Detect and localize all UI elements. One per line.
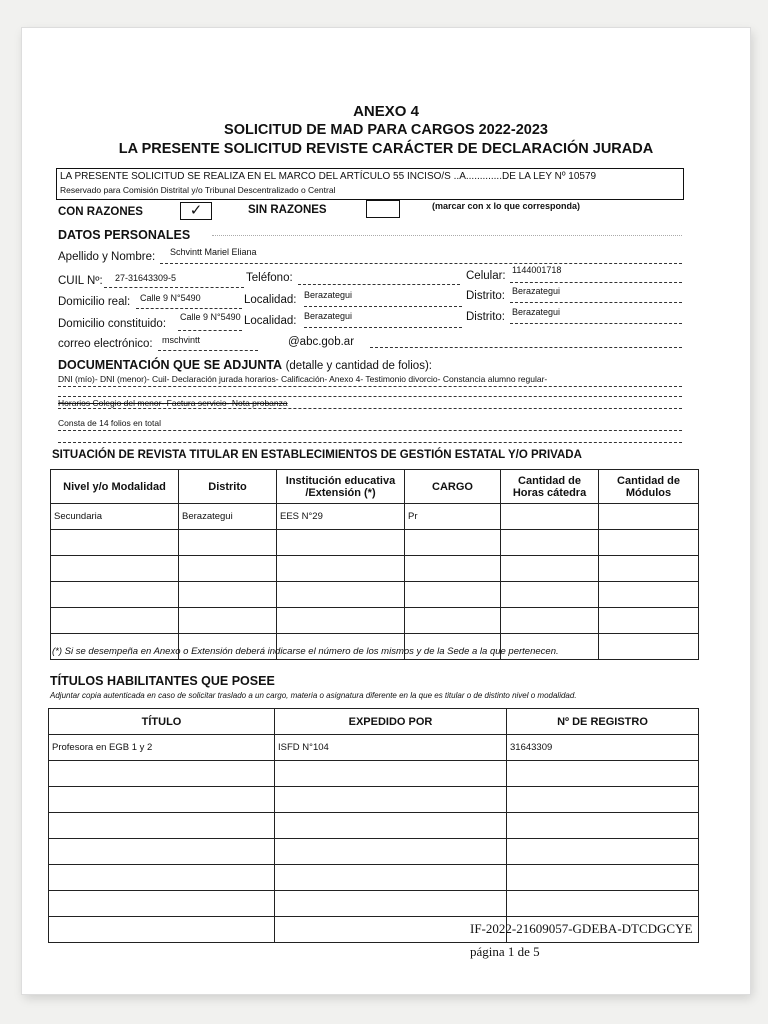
table-cell[interactable] <box>507 787 699 813</box>
table-cell[interactable]: EES N°29 <box>277 504 405 530</box>
table-cell[interactable] <box>599 582 699 608</box>
table-cell[interactable] <box>49 761 275 787</box>
email-user-value: mschvintt <box>162 335 201 345</box>
docs-rule-2 <box>58 396 682 397</box>
personal-heading: DATOS PERSONALES <box>58 228 191 242</box>
table-cell[interactable] <box>599 556 699 582</box>
table-cell[interactable] <box>275 761 507 787</box>
locality-value: Berazategui <box>304 290 353 300</box>
docs-line-3: Consta de 14 folios en total <box>58 418 162 428</box>
reserved-note: Reservado para Comisión Distrital y/o Tribunal Descentralizado o Central <box>60 185 336 195</box>
table-row <box>51 582 699 608</box>
table-cell[interactable] <box>507 891 699 917</box>
page-number: página 1 de 5 <box>470 944 540 959</box>
locality-label: Localidad: <box>244 294 297 306</box>
email-field[interactable] <box>158 350 258 351</box>
table-cell[interactable] <box>501 504 599 530</box>
table-cell[interactable] <box>405 556 501 582</box>
table-cell[interactable] <box>49 865 275 891</box>
table-cell[interactable] <box>507 865 699 891</box>
titles-note: Adjuntar copia autenticada en caso de solicitar traslado a un cargo, materia o asignatura diferente en la que es titular o de distinto nivel o modalidad. <box>50 691 577 700</box>
table-cell[interactable] <box>277 608 405 634</box>
district2-field[interactable] <box>510 323 682 324</box>
district2-label: Distrito: <box>466 311 505 323</box>
table-cell[interactable] <box>405 530 501 556</box>
docs-line-2: Horarios Colegio del menor- Factura servicio- Nota probanza <box>58 398 288 408</box>
col-distrito: Distrito <box>179 470 277 504</box>
docs-heading: DOCUMENTACIÓN QUE SE ADJUNTA <box>58 358 283 372</box>
col-registro: Nº DE REGISTRO <box>507 709 699 735</box>
table-cell[interactable] <box>51 608 179 634</box>
table-cell[interactable] <box>49 917 275 943</box>
table-cell[interactable] <box>501 530 599 556</box>
sin-razones-label: SIN RAZONES <box>248 204 327 216</box>
table-cell[interactable] <box>507 761 699 787</box>
table-row <box>49 865 699 891</box>
email-domain: @abc.gob.ar <box>288 336 355 348</box>
table-cell[interactable] <box>49 813 275 839</box>
table-cell[interactable] <box>49 787 275 813</box>
con-razones-label: CON RAZONES <box>58 206 143 218</box>
cell-label: Celular: <box>466 270 506 282</box>
locality-field[interactable] <box>304 306 462 307</box>
table-cell[interactable] <box>49 839 275 865</box>
phone-label: Teléfono: <box>246 272 293 284</box>
table-cell[interactable]: Berazategui <box>179 504 277 530</box>
table-cell[interactable] <box>275 787 507 813</box>
col-institucion: Institución educativa /Extensión (*) <box>277 470 405 504</box>
titles-heading: TÍTULOS HABILITANTES QUE POSEE <box>50 674 275 688</box>
table-cell[interactable] <box>501 556 599 582</box>
docs-rule-4 <box>58 430 682 431</box>
table-cell[interactable] <box>275 813 507 839</box>
docs-rule-5 <box>58 442 682 443</box>
table-cell[interactable] <box>51 556 179 582</box>
phone-field[interactable] <box>298 284 460 285</box>
address-label: Domicilio real: <box>58 296 131 308</box>
address-value: Calle 9 N°5490 <box>140 293 201 303</box>
table-cell[interactable] <box>501 582 599 608</box>
col-cargo: CARGO <box>405 470 501 504</box>
table-cell[interactable] <box>599 608 699 634</box>
revista-header-row <box>51 470 699 504</box>
table-cell[interactable] <box>599 530 699 556</box>
mark-note: (marcar con x lo que corresponda) <box>432 201 581 211</box>
table-row <box>51 608 699 634</box>
table-cell[interactable] <box>275 865 507 891</box>
intro-line: LA PRESENTE SOLICITUD SE REALIZA EN EL MARCO DEL ARTÍCULO 55 INCISO/S ..A.............DE LA LEY Nº 10579 <box>60 171 597 182</box>
table-cell[interactable] <box>179 608 277 634</box>
name-value: Schvintt Mariel Eliana <box>170 247 257 257</box>
cuil-field[interactable] <box>104 287 244 288</box>
table-row <box>51 556 699 582</box>
table-cell[interactable] <box>507 839 699 865</box>
col-expedido: EXPEDIDO POR <box>275 709 507 735</box>
col-horas: Cantidad de Horas cátedra <box>501 470 599 504</box>
con-razones-checkbox[interactable]: ✓ <box>180 202 212 220</box>
table-cell[interactable]: Secundaria <box>51 504 179 530</box>
table-cell[interactable] <box>507 813 699 839</box>
revista-heading: SITUACIÓN DE REVISTA TITULAR EN ESTABLECIMIENTOS DE GESTIÓN ESTATAL Y/O PRIVADA <box>52 449 582 461</box>
col-modulos: Cantidad de Módulos <box>599 470 699 504</box>
table-cell[interactable] <box>405 582 501 608</box>
table-cell[interactable] <box>179 530 277 556</box>
docs-rule-1 <box>58 386 682 387</box>
email-label: correo electrónico: <box>58 338 153 350</box>
address-field[interactable] <box>136 308 242 309</box>
docs-rule-3 <box>58 408 682 409</box>
table-cell[interactable] <box>179 582 277 608</box>
col-nivel: Nivel y/o Modalidad <box>51 470 179 504</box>
table-cell[interactable] <box>405 608 501 634</box>
table-cell[interactable] <box>501 608 599 634</box>
table-cell[interactable]: ISFD N°104 <box>275 735 507 761</box>
table-cell[interactable] <box>51 582 179 608</box>
col-titulo: TÍTULO <box>49 709 275 735</box>
table-cell[interactable] <box>179 556 277 582</box>
name-label: Apellido y Nombre: <box>58 251 156 263</box>
document-id: IF-2022-21609057-GDEBA-DTCDGCYE <box>470 921 693 936</box>
form-title: SOLICITUD DE MAD PARA CARGOS 2022-2023 <box>224 122 548 138</box>
table-cell[interactable] <box>599 504 699 530</box>
table-cell[interactable] <box>277 556 405 582</box>
form-page <box>22 28 750 994</box>
table-row <box>49 761 699 787</box>
sin-razones-checkbox[interactable] <box>366 200 400 218</box>
table-cell[interactable] <box>275 891 507 917</box>
annex-label: ANEXO 4 <box>353 103 419 120</box>
table-row <box>49 735 699 761</box>
locality2-value: Berazategui <box>304 311 353 321</box>
table-cell[interactable] <box>49 891 275 917</box>
titles-header-row <box>49 709 699 735</box>
table-cell[interactable]: Pr <box>405 504 501 530</box>
table-cell[interactable] <box>275 839 507 865</box>
docs-heading-note: (detalle y cantidad de folios): <box>285 360 432 372</box>
docs-line-1: DNI (mío)- DNI (menor)- Cuil- Declaración jurada horarios- Calificación- Anexo 4- Testimonio divorcio- Constancia alumno regular- <box>58 374 548 384</box>
form-subtitle: LA PRESENTE SOLICITUD REVISTE CARÁCTER DE DECLARACIÓN JURADA <box>118 141 654 157</box>
table-row <box>49 813 699 839</box>
district2-value: Berazategui <box>512 307 561 317</box>
table-row <box>49 891 699 917</box>
revista-table <box>50 469 699 660</box>
district-value: Berazategui <box>512 286 561 296</box>
locality2-field[interactable] <box>304 327 462 328</box>
address2-label: Domicilio constituido: <box>58 318 167 330</box>
revista-footnote: (*) Si se desempeña en Anexo o Extensión deberá indicarse el número de los mismos y de la Sede a la que pertenecen. <box>52 646 559 657</box>
table-cell[interactable] <box>277 530 405 556</box>
cuil-label: CUIL Nº: <box>58 275 103 287</box>
table-row <box>51 530 699 556</box>
table-row <box>49 787 699 813</box>
table-cell[interactable] <box>51 530 179 556</box>
district-label: Distrito: <box>466 290 505 302</box>
table-row <box>49 839 699 865</box>
email-rule <box>370 347 682 348</box>
docs-heading-wrap <box>58 358 432 372</box>
cell-value: 1144001718 <box>512 265 562 275</box>
table-cell[interactable] <box>599 634 699 660</box>
cell-field[interactable] <box>510 282 682 283</box>
titles-table <box>48 708 699 943</box>
locality2-label: Localidad: <box>244 315 297 327</box>
table-cell[interactable] <box>277 582 405 608</box>
table-cell[interactable]: Profesora en EGB 1 y 2 <box>49 735 275 761</box>
address2-value: Calle 9 N°5490 <box>180 312 241 322</box>
table-row <box>51 504 699 530</box>
name-field[interactable] <box>160 263 682 264</box>
address2-field[interactable] <box>178 330 242 331</box>
district-field[interactable] <box>510 302 682 303</box>
cuil-value: 27-31643309-5 <box>115 273 177 283</box>
heading-rule <box>212 235 682 236</box>
table-cell[interactable]: 31643309 <box>507 735 699 761</box>
